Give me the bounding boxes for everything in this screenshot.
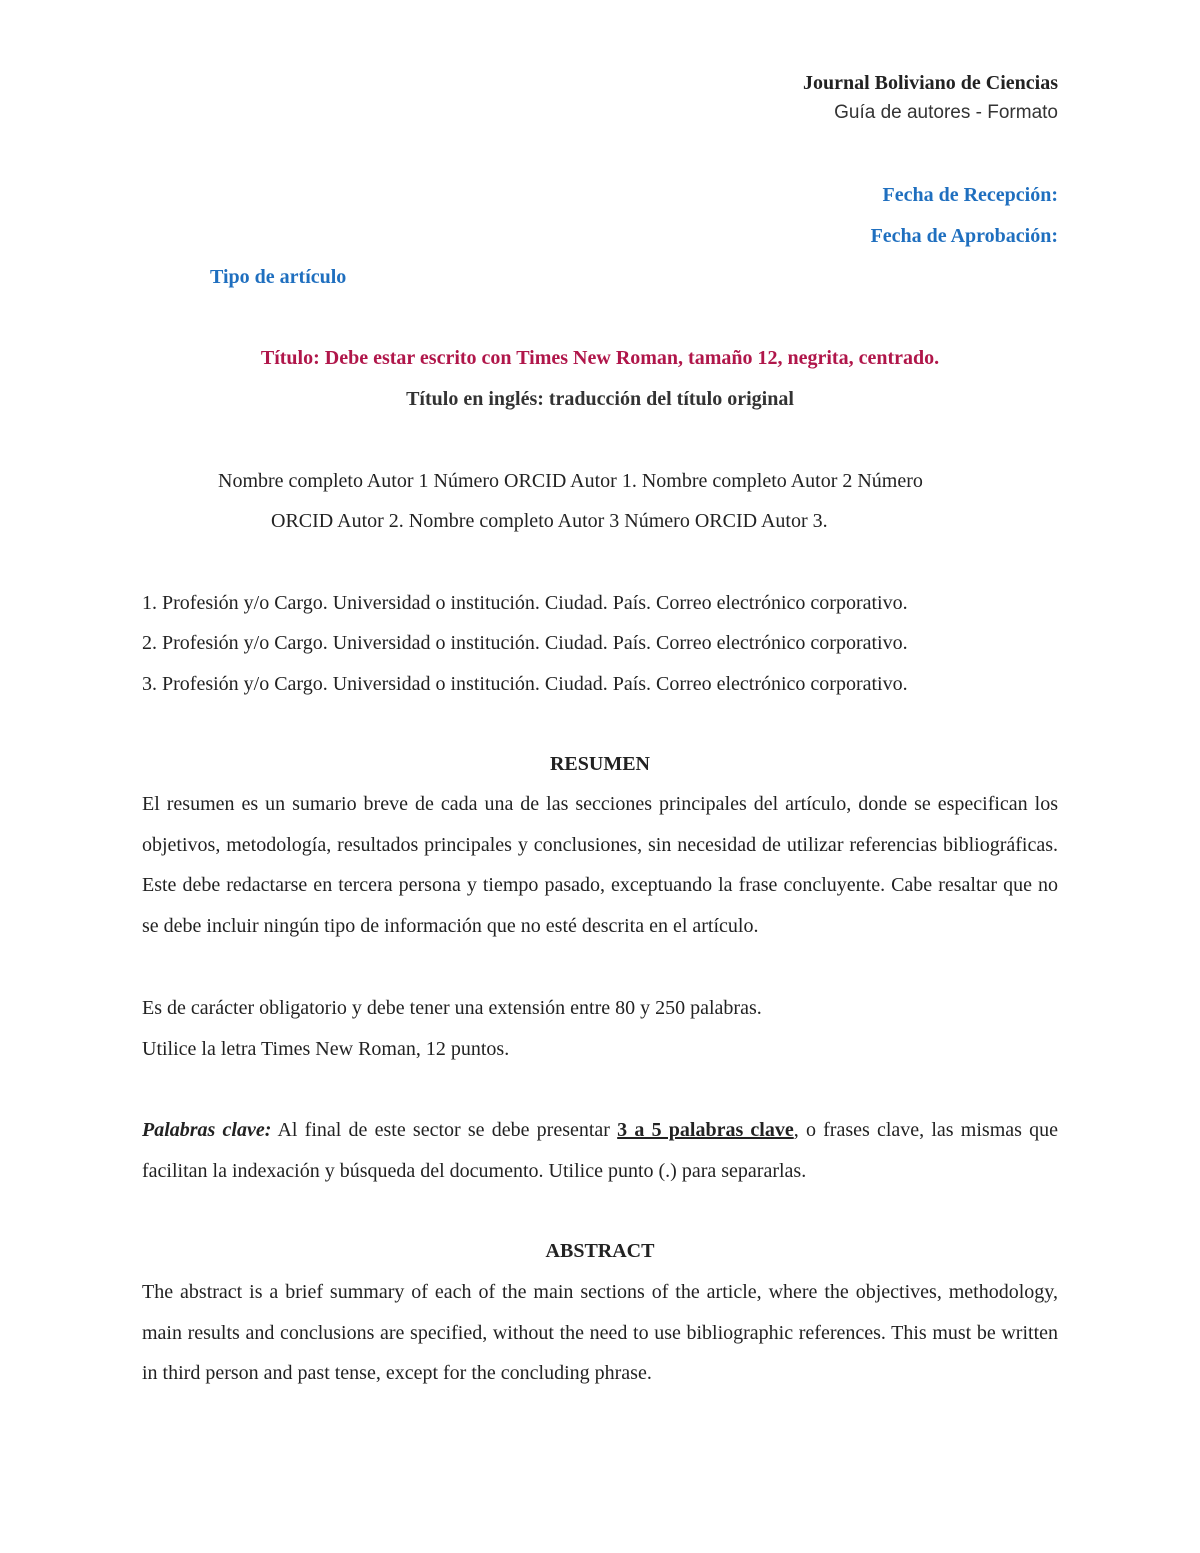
resumen-font-note: Utilice la letra Times New Roman, 12 puntos. [142, 1038, 510, 1060]
abstract-paragraph: The abstract is a brief summary of each of the main sections of the article, where the objectives, methodology, main results and conclusions are specified, without the need to use bibliographic references. This must be written in third person and past tense, except for the concluding phrase. [142, 1281, 1058, 1385]
keywords-label: Palabras clave: [142, 1119, 272, 1141]
keywords-paragraph [142, 1110, 1058, 1191]
english-title: Título en inglés: traducción del título original [406, 388, 794, 410]
affiliation-2: 2. Profesión y/o Cargo. Universidad o institución. Ciudad. País. Correo electrónico corporativo. [142, 632, 908, 654]
author-guide-subtitle: Guía de autores - Formato [834, 102, 1058, 123]
journal-name: Journal Boliviano de Ciencias [802, 72, 1058, 94]
reception-date-label: Fecha de Recepción: [882, 184, 1058, 206]
keywords-text-after: , o frases clave, las mismas que facilitan la indexación y búsqueda del documento. Utilice punto (.) para separarlas. [142, 1119, 1058, 1182]
resumen-extension-note: Es de carácter obligatorio y debe tener una extensión entre 80 y 250 palabras. [142, 997, 762, 1019]
approval-date-label: Fecha de Aprobación: [870, 225, 1058, 247]
keywords-emphasis: 3 a 5 palabras clave [617, 1119, 794, 1141]
authors-line-1: Nombre completo Autor 1 Número ORCID Autor 1. Nombre completo Autor 2 Número [218, 470, 923, 492]
keywords-text-before: Al final de este sector se debe presentar [271, 1119, 618, 1141]
article-title: Título: Debe estar escrito con Times New Roman, tamaño 12, negrita, centrado. [260, 347, 940, 369]
authors-line-2: ORCID Autor 2. Nombre completo Autor 3 Número ORCID Autor 3. [271, 510, 828, 532]
resumen-heading: RESUMEN [549, 753, 650, 775]
article-type-label: Tipo de artículo [210, 266, 347, 288]
affiliation-1: 1. Profesión y/o Cargo. Universidad o institución. Ciudad. País. Correo electrónico corporativo. [142, 592, 908, 614]
resumen-paragraph: El resumen es un sumario breve de cada una de las secciones principales del artículo, donde se especifican los objetivos, metodología, resultados principales y conclusiones, sin necesidad de utilizar referencias bibliográficas. Este debe redactarse en tercera persona y tiempo pasado, exceptuando la frase concluyente. Cabe resaltar que no se debe incluir ningún tipo de información que no esté descrita en el artículo. [142, 793, 1058, 937]
abstract-heading: ABSTRACT [545, 1240, 655, 1262]
affiliation-3: 3. Profesión y/o Cargo. Universidad o institución. Ciudad. País. Correo electrónico corporativo. [142, 673, 908, 695]
